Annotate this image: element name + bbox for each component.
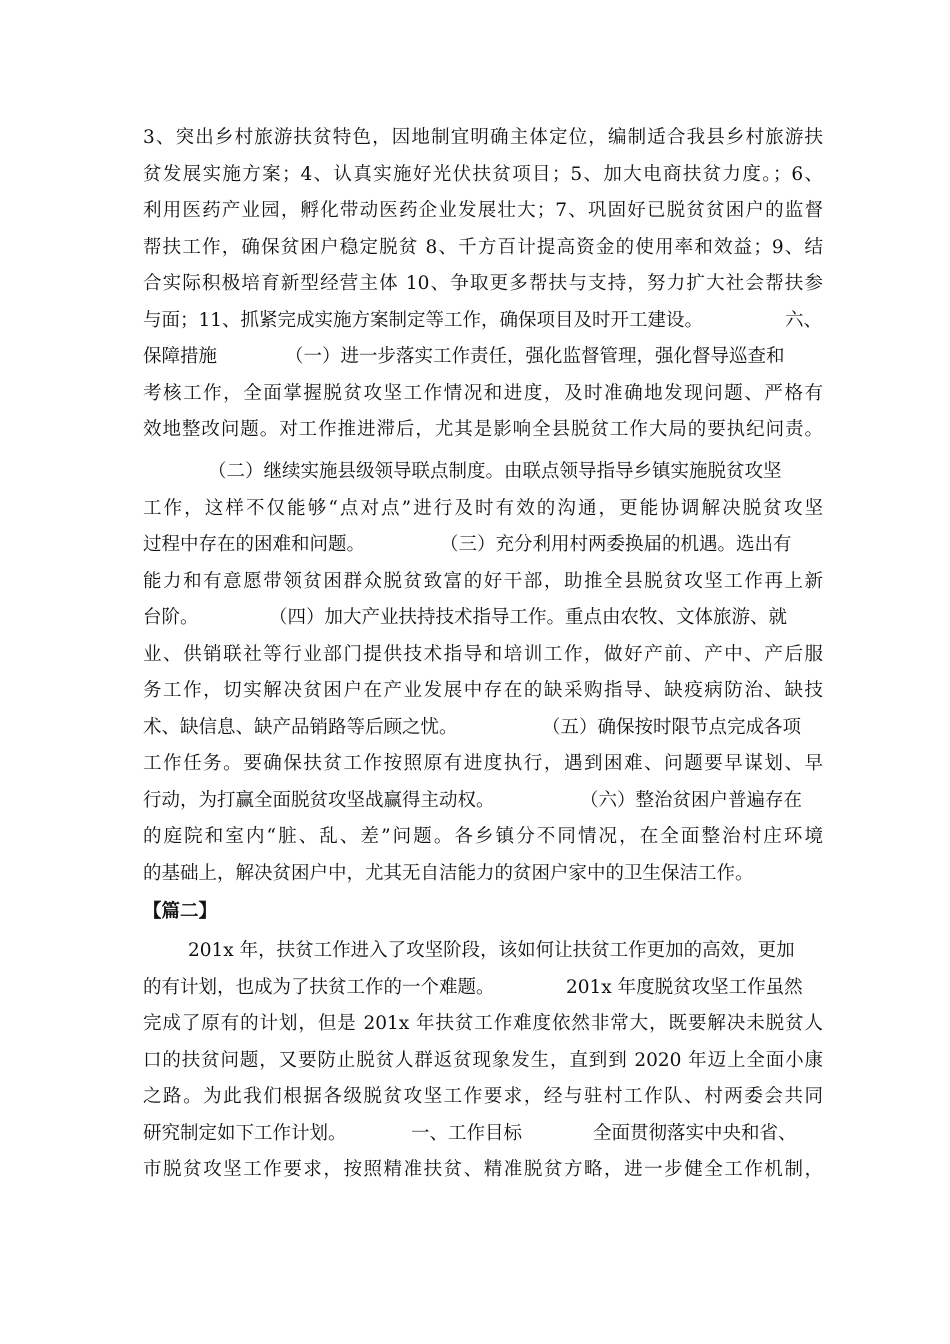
text-line: 工作任务。要确保扶贫工作按照原有进度执行，遇到困难、问题要早谋划、早 — [143, 753, 823, 774]
text-line: 务工作，切实解决贫困户在产业发展中存在的缺采购指导、缺疫病防治、缺技 — [143, 680, 823, 701]
text-line — [143, 606, 823, 630]
text-line: 能力和有意愿带领贫困群众脱贫致富的好干部，助推全县脱贫攻坚工作再上新 — [143, 571, 823, 592]
text-segment: 的有计划，也成为了扶贫工作的一个难题。 — [143, 977, 495, 998]
section-number: 六、 — [785, 310, 823, 331]
text-segment: （三）充分利用村两委换届的机遇。选出有 — [440, 534, 792, 555]
text-line — [143, 533, 823, 557]
text-segment: （一）进一步落实工作责任，强化监督管理，强化督导巡查和 — [285, 346, 785, 367]
text-line: 贫发展实施方案；4、认真实施好光伏扶贫项目；5、加大电商扶贫力度。；6、 — [143, 164, 823, 185]
text-line — [143, 309, 823, 333]
text-segment: 与面；11、抓紧完成实施方案制定等工作，确保项目及时开工建设。 — [143, 310, 704, 331]
text-line: 利用医药产业园，孵化带动医药企业发展壮大；7、巩固好已脱贫贫困户的监督 — [143, 200, 823, 221]
text-line: 201x 年，扶贫工作进入了攻坚阶段，该如何让扶贫工作更加的高效，更加 — [188, 940, 795, 961]
text-segment: （六）整治贫困户普遍存在 — [580, 790, 803, 811]
text-line — [143, 789, 823, 813]
text-line: 帮扶工作，确保贫困户稳定脱贫 8、千方百计提高资金的使用率和效益；9、结 — [143, 237, 823, 258]
text-line: 市脱贫攻坚工作要求，按照精准扶贫、精准脱贫方略，进一步健全工作机制， — [143, 1159, 823, 1180]
text-line — [143, 716, 823, 740]
text-line: 的庭院和室内“脏、乱、差”问题。各乡镇分不同情况，在全面整治村庄环境 — [143, 826, 823, 847]
section-title: 一、工作目标 — [411, 1123, 523, 1144]
text-line: 的基础上，解决贫困户中，尤其无自洁能力的贫困户家中的卫生保洁工作。 — [143, 863, 754, 884]
text-segment: 全面贯彻落实中央和省、 — [593, 1123, 797, 1144]
text-segment: 台阶。 — [143, 607, 199, 628]
text-line: 完成了原有的计划，但是 201x 年扶贫工作难度依然非常大，既要解决未脱贫人 — [143, 1013, 823, 1034]
text-segment: 术、缺信息、缺产品销路等后顾之忧。 — [143, 717, 458, 738]
text-line: 效地整改问题。对工作推进滞后，尤其是影响全县脱贫工作大局的要执纪问责。 — [143, 419, 823, 440]
text-line: 之路。为此我们根据各级脱贫攻坚工作要求，经与驻村工作队、村两委会共同 — [143, 1086, 823, 1107]
text-segment: 过程中存在的困难和问题。 — [143, 534, 366, 555]
section-heading: 【篇二】 — [143, 901, 218, 922]
text-segment: 研究制定如下工作计划。 — [143, 1123, 347, 1144]
text-segment: 201x 年度脱贫攻坚工作虽然 — [566, 977, 803, 998]
text-line: （二）继续实施县级领导联点制度。由联点领导指导乡镇实施脱贫攻坚 — [208, 461, 782, 482]
text-line: 口的扶贫问题，又要防止脱贫人群返贫现象发生，直到到 2020 年迈上全面小康 — [143, 1050, 823, 1071]
text-segment: 行动，为打赢全面脱贫攻坚战赢得主动权。 — [143, 790, 495, 811]
text-segment: （五）确保按时限节点完成各项 — [542, 717, 802, 738]
text-segment: （四）加大产业扶持技术指导工作。重点由农牧、文体旅游、就 — [269, 607, 788, 628]
text-line — [143, 1122, 823, 1146]
text-line: 考核工作，全面掌握脱贫攻坚工作情况和进度，及时准确地发现问题、严格有 — [143, 383, 823, 404]
text-line — [143, 345, 823, 369]
text-line: 业、供销联社等行业部门提供技术指导和培训工作，做好产前、产中、产后服 — [143, 644, 823, 665]
text-line — [143, 976, 823, 1000]
section-title: 保障措施 — [143, 346, 218, 367]
text-line: 合实际积极培育新型经营主体 10、争取更多帮扶与支持，努力扩大社会帮扶参 — [143, 273, 823, 294]
text-line: 3、突出乡村旅游扶贫特色，因地制宜明确主体定位，编制适合我县乡村旅游扶 — [143, 127, 823, 148]
text-line: 工作，这样不仅能够“点对点”进行及时有效的沟通，更能协调解决脱贫攻坚 — [143, 498, 823, 519]
